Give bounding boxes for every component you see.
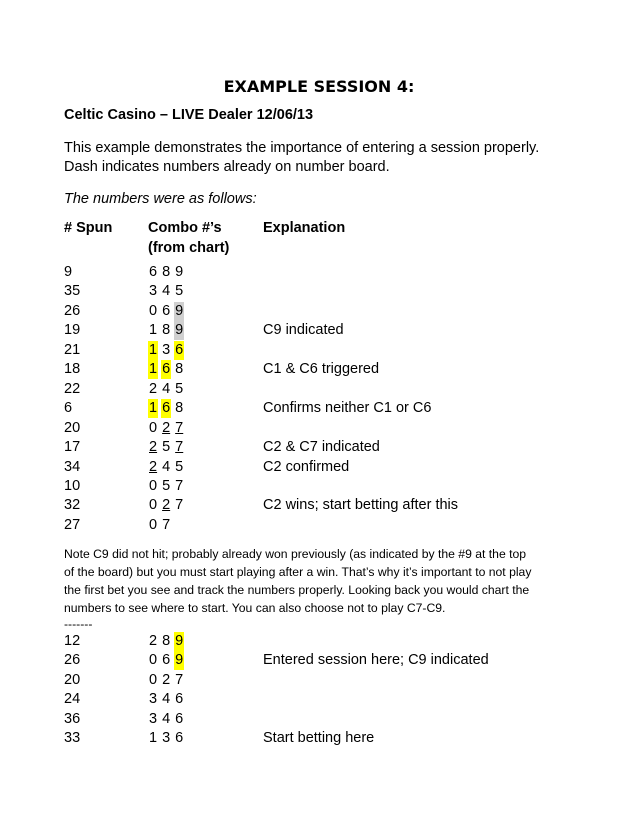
- combo-digit: 1: [149, 341, 158, 358]
- page-title: EXAMPLE SESSION 4:: [223, 77, 415, 96]
- table-row: [0, 690, 638, 709]
- combo-digit: 7: [175, 439, 184, 456]
- combo-digit: 8: [175, 361, 184, 378]
- combo-digit: 4: [162, 691, 171, 708]
- header-explanation: Explanation: [263, 220, 346, 236]
- combo-digit: 4: [162, 283, 171, 300]
- spun-number: 34: [64, 458, 81, 475]
- table-row: [0, 458, 638, 477]
- table-row: [0, 302, 638, 321]
- combo-numbers: [148, 496, 184, 515]
- table-row: [0, 516, 638, 535]
- combo-numbers: [148, 690, 184, 709]
- combo-digit: 0: [149, 419, 158, 436]
- combo-digit: 1: [149, 730, 158, 746]
- table-row: [0, 477, 638, 496]
- combo-digit: 4: [162, 380, 171, 397]
- table-row: [0, 263, 638, 282]
- combo-digit: 2: [149, 458, 158, 475]
- spun-number: 10: [64, 477, 81, 494]
- combo-digit: 2: [162, 671, 171, 688]
- table-row: [0, 729, 638, 748]
- combo-digit: 7: [175, 671, 184, 688]
- spun-number: 20: [64, 671, 81, 688]
- table-row: [0, 632, 638, 651]
- combo-digit: 9: [175, 264, 184, 280]
- combo-digit: 7: [175, 477, 184, 494]
- table-row: [0, 380, 638, 399]
- note-line-4: numbers to see where to start. You can also choose not to play C7-C9.: [64, 601, 446, 615]
- combo-numbers: [148, 632, 184, 651]
- combo-digit: 4: [162, 458, 171, 475]
- spun-number: 20: [64, 419, 81, 436]
- combo-digit: 9: [175, 302, 184, 319]
- header-combo-line2: (from chart): [148, 240, 230, 256]
- combo-digit: 8: [162, 322, 171, 339]
- combo-digit: 2: [149, 439, 158, 456]
- combo-digit: 3: [149, 283, 158, 300]
- session-subtitle: Celtic Casino – LIVE Dealer 12/06/13: [64, 107, 314, 123]
- combo-digit: 6: [175, 691, 184, 708]
- combo-digit: 6: [175, 341, 184, 358]
- combo-digit: 1: [149, 400, 158, 417]
- spun-number: 22: [64, 380, 81, 397]
- combo-digit: 2: [162, 419, 171, 436]
- combo-digit: 1: [149, 322, 158, 339]
- combo-numbers: [148, 380, 184, 399]
- combo-numbers: [148, 302, 184, 321]
- combo-numbers: [148, 263, 184, 282]
- combo-numbers: [148, 438, 184, 457]
- combo-digit: 9: [175, 652, 184, 669]
- combo-numbers: [148, 477, 184, 496]
- combo-digit: 6: [162, 361, 171, 378]
- combo-numbers: [148, 729, 184, 748]
- explanation-text: C1 & C6 triggered: [263, 361, 380, 378]
- combo-digit: 6: [162, 400, 171, 417]
- intro-line-2: Dash indicates numbers already on number board.: [64, 159, 390, 175]
- table-row: [0, 671, 638, 690]
- combo-digit: 4: [162, 710, 171, 727]
- combo-digit: 7: [175, 419, 184, 436]
- explanation-text: C9 indicated: [263, 322, 344, 339]
- combo-numbers: [148, 671, 184, 690]
- combo-digit: 5: [175, 380, 184, 397]
- combo-digit: 5: [175, 458, 184, 475]
- combo-digit: 0: [149, 477, 158, 494]
- combo-digit: 0: [149, 302, 158, 319]
- header-combo: [148, 218, 229, 258]
- spun-number: 17: [64, 439, 81, 456]
- combo-numbers: [148, 419, 184, 438]
- combo-digit: 3: [149, 691, 158, 708]
- combo-numbers: [148, 458, 184, 477]
- combo-numbers: [148, 341, 184, 360]
- spun-number: 26: [64, 302, 81, 319]
- combo-digit: 0: [149, 516, 158, 533]
- combo-digit: 9: [175, 322, 184, 339]
- combo-digit: 0: [149, 497, 158, 514]
- combo-digit: 3: [149, 710, 158, 727]
- combo-digit: 6: [162, 652, 171, 669]
- table-row: [0, 282, 638, 301]
- spun-number: 35: [64, 283, 81, 300]
- table-row: [0, 419, 638, 438]
- combo-digit: 3: [162, 730, 171, 746]
- note-line-3: the first bet you see and track the numbers properly. Looking back you would chart the: [64, 583, 530, 597]
- spun-number: 32: [64, 497, 81, 514]
- spun-number: 18: [64, 361, 81, 378]
- combo-digit: 8: [162, 264, 171, 280]
- combo-digit: 1: [149, 361, 158, 378]
- combo-digit: 3: [162, 341, 171, 358]
- combo-digit: 6: [175, 730, 184, 746]
- combo-digit: 9: [175, 633, 184, 649]
- combo-digit: 0: [149, 671, 158, 688]
- combo-digit: 2: [149, 633, 158, 649]
- table-row: [0, 360, 638, 379]
- combo-digit: 2: [162, 497, 171, 514]
- header-spun: # Spun: [64, 220, 113, 236]
- spun-number: 26: [64, 652, 81, 669]
- combo-numbers: [148, 516, 171, 535]
- table-row: [0, 710, 638, 729]
- combo-digit: 6: [149, 264, 158, 280]
- intro-line-1: This example demonstrates the importance of entering a session properly.: [64, 140, 540, 156]
- combo-digit: 0: [149, 652, 158, 669]
- combo-digit: 7: [175, 497, 184, 514]
- spun-number: 24: [64, 691, 81, 708]
- combo-digit: 6: [175, 710, 184, 727]
- spun-number: 21: [64, 341, 81, 358]
- combo-numbers: [148, 651, 184, 670]
- spun-number: 6: [64, 400, 73, 417]
- combo-digit: 2: [149, 380, 158, 397]
- combo-digit: 7: [162, 516, 171, 533]
- explanation-text: Confirms neither C1 or C6: [263, 400, 432, 417]
- combo-digit: 6: [162, 302, 171, 319]
- header-combo-line1: Combo #’s: [148, 220, 222, 236]
- combo-digit: 8: [175, 400, 184, 417]
- combo-numbers: [148, 710, 184, 729]
- table-row: [0, 496, 638, 515]
- explanation-text: Entered session here; C9 indicated: [263, 652, 489, 669]
- spun-number: 19: [64, 322, 81, 339]
- separator-dashes: -------: [64, 617, 93, 631]
- combo-digit: 8: [162, 633, 171, 649]
- explanation-text: C2 wins; start betting after this: [263, 497, 459, 514]
- numbers-intro: The numbers were as follows:: [64, 191, 257, 207]
- combo-numbers: [148, 282, 184, 301]
- combo-digit: 5: [162, 477, 171, 494]
- explanation-text: Start betting here: [263, 730, 375, 746]
- note-line-2: of the board) but you must start playing after a win. That’s why it’s important to not play: [64, 565, 532, 579]
- spun-number: 9: [64, 264, 73, 280]
- combo-digit: 5: [175, 283, 184, 300]
- spun-number: 36: [64, 710, 81, 727]
- explanation-text: C2 & C7 indicated: [263, 439, 380, 456]
- table-row: [0, 438, 638, 457]
- combo-numbers: [148, 321, 184, 340]
- explanation-text: C2 confirmed: [263, 458, 350, 475]
- table-row: [0, 651, 638, 670]
- combo-numbers: [148, 399, 184, 418]
- table-row: [0, 341, 638, 360]
- combo-digit: 5: [162, 439, 171, 456]
- spun-number: 12: [64, 633, 81, 649]
- spun-number: 27: [64, 516, 81, 533]
- combo-numbers: [148, 360, 184, 379]
- table-row: [0, 399, 638, 418]
- spun-number: 33: [64, 730, 81, 746]
- note-line-1: Note C9 did not hit; probably already won previously (as indicated by the #9 at the top: [64, 547, 527, 561]
- table-row: [0, 321, 638, 340]
